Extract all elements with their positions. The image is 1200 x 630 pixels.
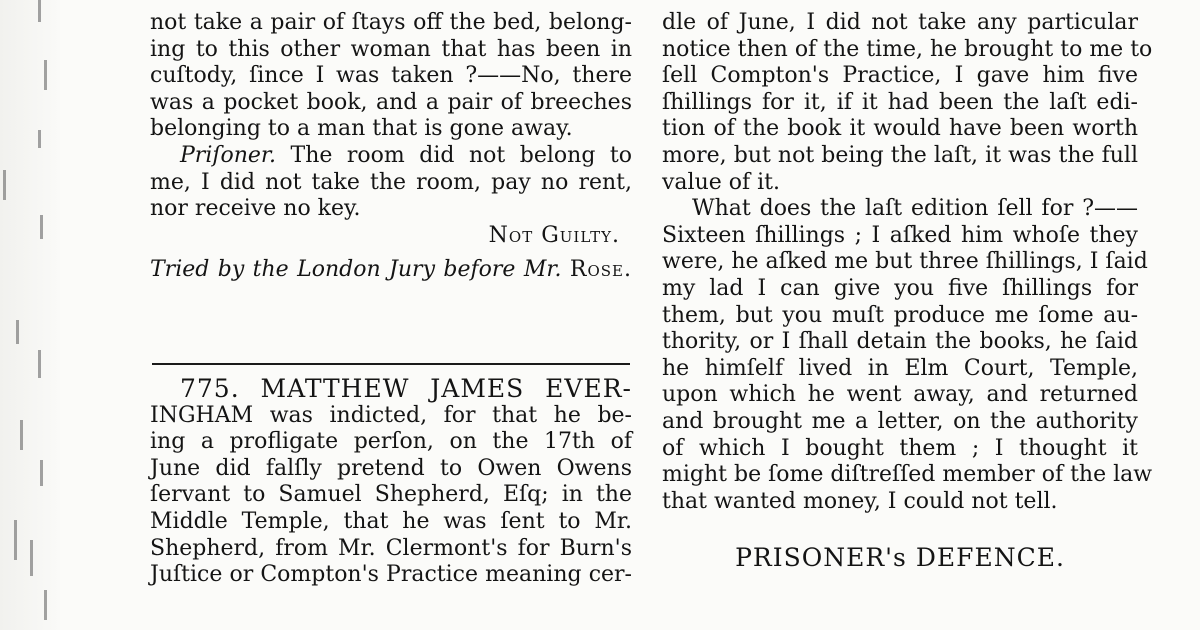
text-line: not take a pair of ſtays off the bed, belong-: [150, 10, 632, 35]
case-defendant-name: MATTHEW JAMES EVER-: [260, 373, 632, 403]
text-line: upon which he went away, and returned: [662, 382, 1138, 408]
text-line: ſhillings for it, if it had been the laſt edi-: [662, 89, 1138, 115]
text-line: cuſtody, ſince I was taken ?——No, there: [150, 63, 632, 89]
text-line: them, but you muſt produce me ſome au-: [662, 302, 1138, 328]
text-line: Sixteen ſhillings ; I aſked him whoſe they: [662, 222, 1138, 248]
text-line: What does the laſt edition ſell for ?——: [692, 196, 1138, 222]
right-column: [662, 0, 1153, 573]
text-line: ſell Compton's Practice, I gave him five: [662, 63, 1138, 89]
scan-speck: [38, 350, 41, 378]
scan-speck: [3, 170, 6, 200]
judge-name: Rose.: [569, 257, 632, 283]
prisoner-text: The room did not belong to: [290, 142, 632, 168]
text-line: thority, or I ſhall detain the books, he ſaid: [662, 329, 1138, 355]
trial-note: [150, 257, 632, 284]
text-line: and brought me a letter, on the authority: [662, 408, 1138, 434]
scan-speck: [40, 460, 43, 486]
text-line: June did falſly pretend to Owen Owens: [150, 455, 632, 481]
text-line: ing to this other woman that has been in: [150, 36, 632, 62]
scan-speck: [40, 215, 43, 239]
scan-speck: [38, 0, 41, 22]
text-line: Shepherd, from Mr. Clermont's for Burn's: [150, 535, 632, 561]
page-gutter: [0, 0, 60, 630]
section-heading: PRISONER's DEFENCE.: [735, 543, 1065, 573]
text-line: belonging to a man that is gone away.: [150, 116, 573, 142]
scan-speck: [38, 130, 41, 148]
case-heading: [150, 373, 632, 403]
prisoner-label: Priſoner.: [180, 142, 277, 168]
text-line: was a pocket book, and a pair of breeches: [150, 89, 632, 115]
scan-speck: [44, 590, 47, 620]
case-number: 775.: [180, 373, 240, 403]
left-column: [150, 0, 632, 589]
tried-by-text: Tried by the London Jury before Mr.: [150, 257, 562, 283]
text-line: ſervant to Samuel Shepherd, Eſq; in the: [150, 482, 632, 508]
text-line: INGHAM was indicted, for that he be-: [150, 402, 632, 428]
text-line: he himſelf lived in Elm Court, Temple,: [662, 355, 1138, 381]
section-divider: [152, 363, 630, 365]
text-line: me, I did not take the room, pay no rent,: [150, 169, 632, 195]
text-line: value of it.: [662, 169, 781, 195]
text-line: my lad I can give you five ſhillings for: [662, 275, 1138, 301]
text-line: that wanted money, I could not tell.: [662, 488, 1058, 514]
scan-speck: [14, 520, 17, 560]
scan-speck: [30, 540, 33, 576]
verdict: Not Guilty.: [488, 222, 620, 248]
text-line: Juſtice or Compton's Practice meaning cer-: [150, 562, 632, 588]
text-line: ing a profligate perſon, on the 17th of: [150, 429, 632, 455]
prisoner-statement-line: [150, 143, 632, 170]
text-line: nor receive no key.: [150, 196, 361, 222]
text-line: more, but not being the laſt, it was the full: [662, 142, 1138, 168]
text-line: were, he aſked me but three ſhillings, I ſaid: [662, 249, 1148, 275]
text-line: tion of the book it would have been worth: [662, 116, 1138, 142]
text-line: Middle Temple, that he was ſent to Mr.: [150, 508, 632, 534]
scan-speck: [20, 420, 23, 450]
text-line: might be ſome diſtreſſed member of the law: [662, 462, 1153, 488]
scan-speck: [44, 60, 47, 90]
scan-speck: [16, 320, 19, 344]
text-line: of which I bought them ; I thought it: [662, 435, 1138, 461]
text-line: dle of June, I did not take any particular: [662, 10, 1138, 35]
text-line: notice then of the time, he brought to me to: [662, 36, 1153, 62]
